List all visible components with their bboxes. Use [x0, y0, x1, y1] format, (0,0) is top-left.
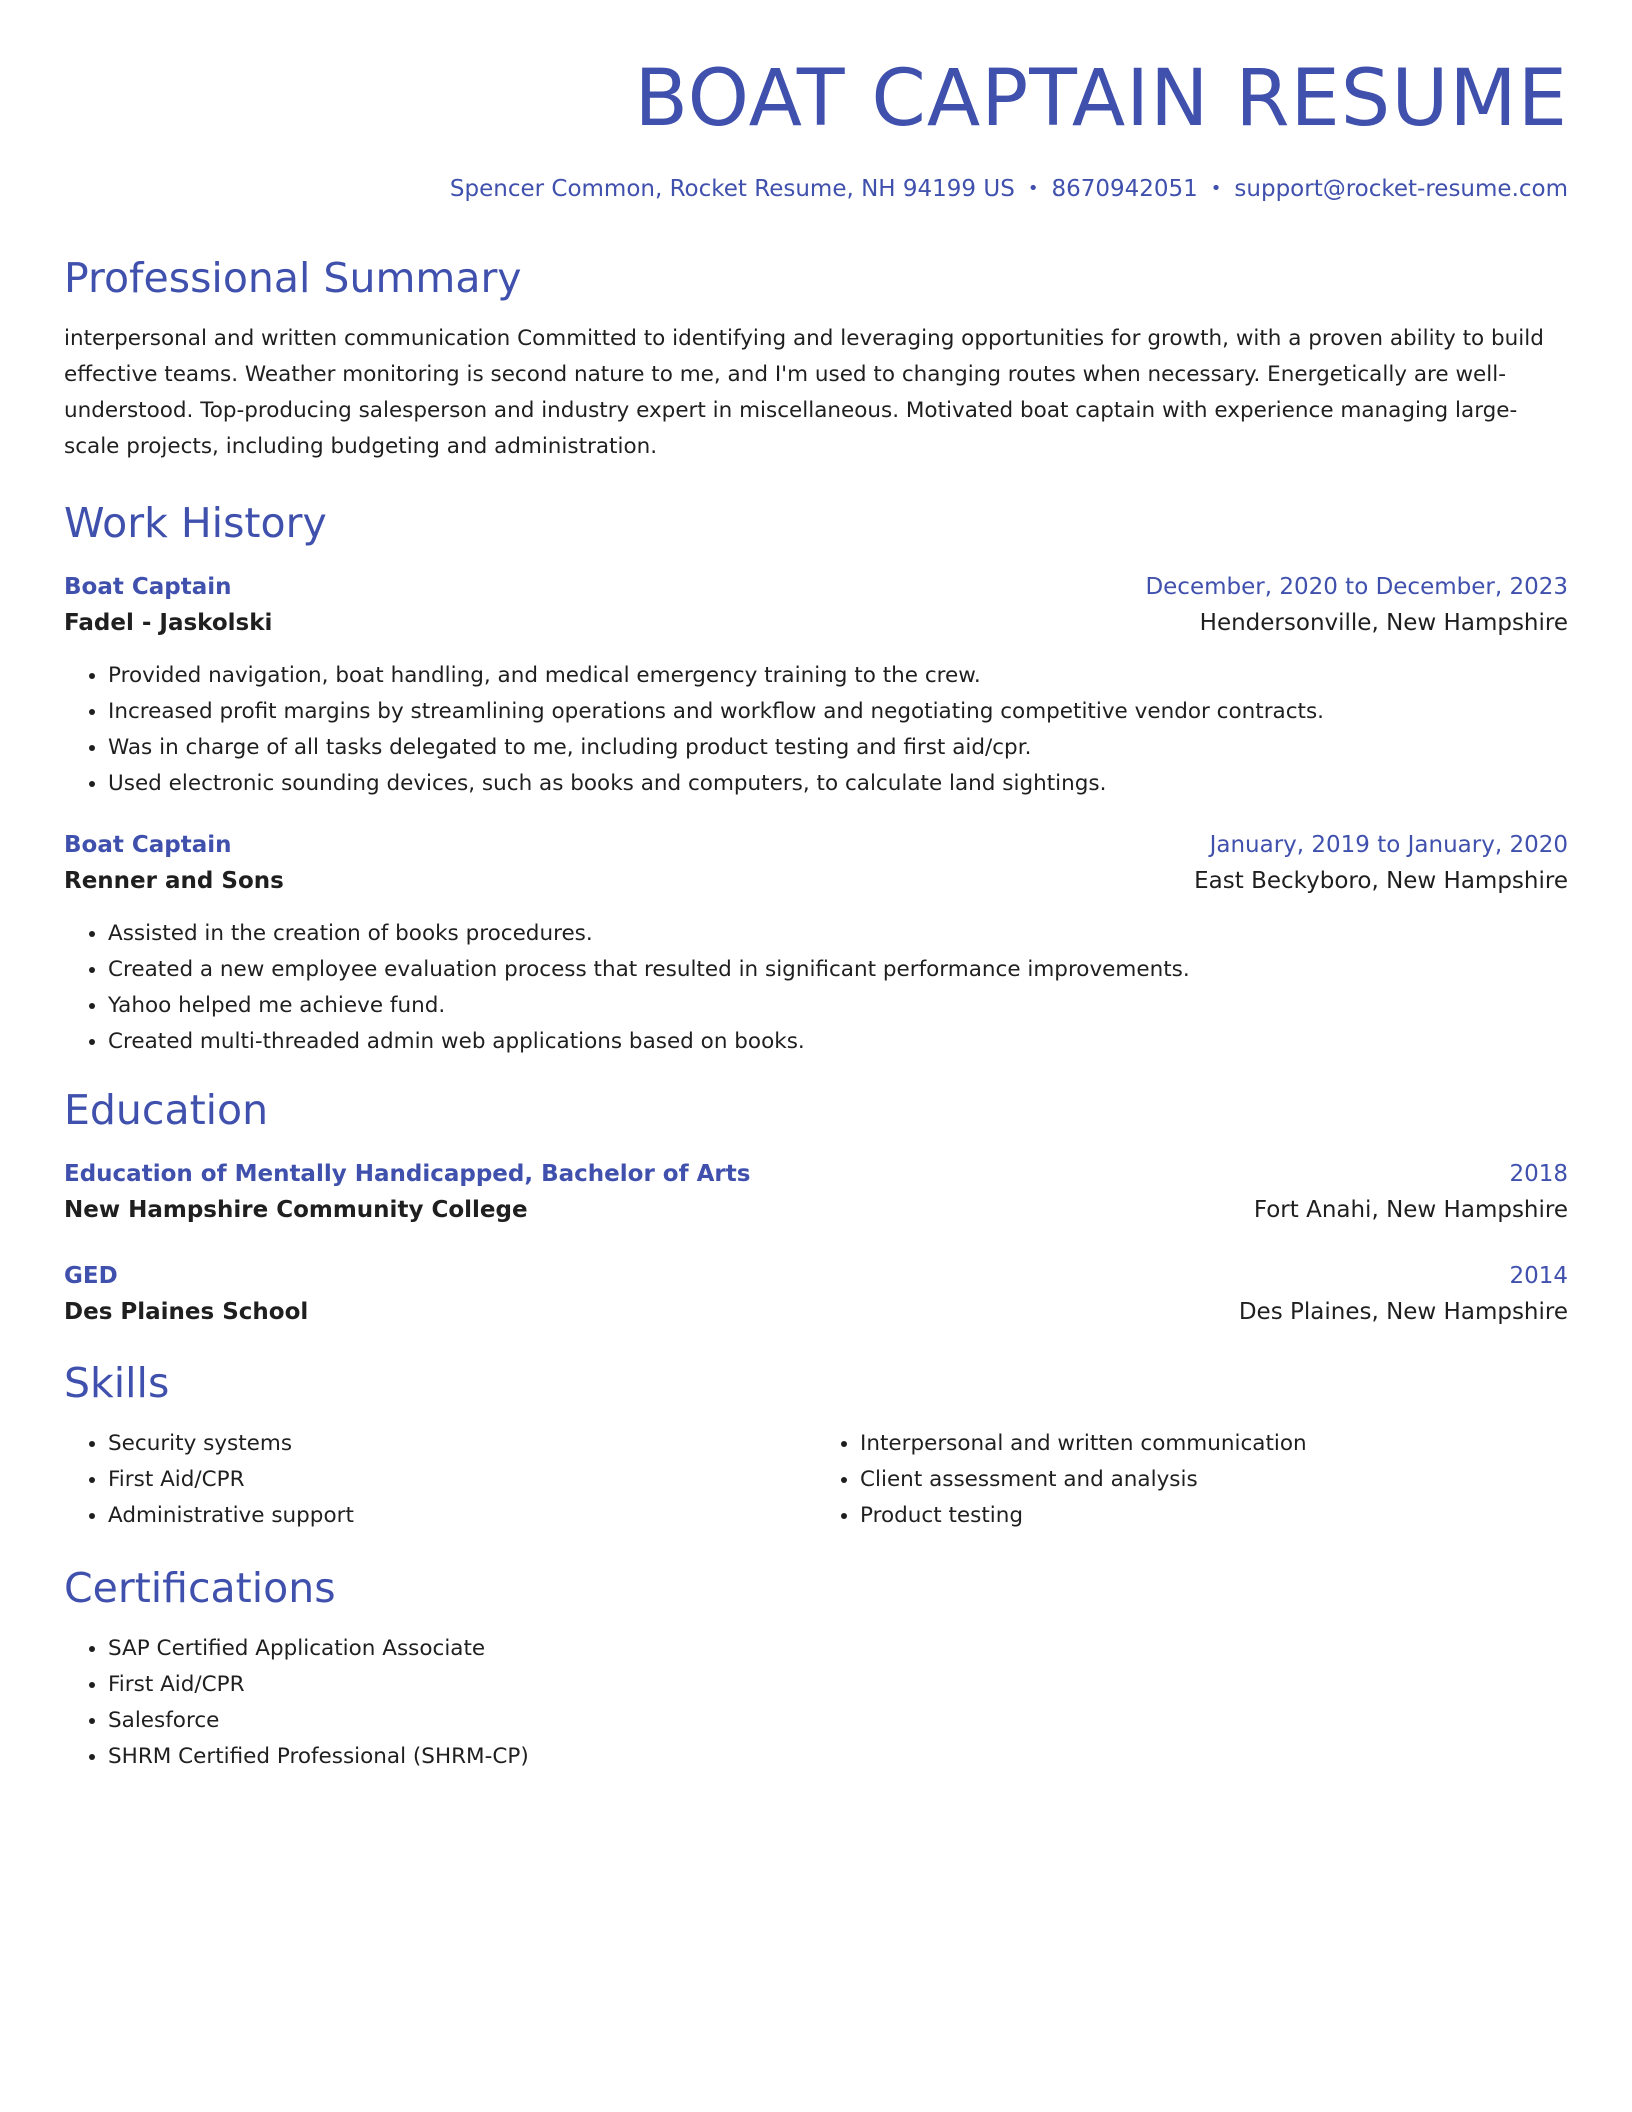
list-item: • Provided navigation, boat handling, and medical emergency training to the crew.: [108, 658, 1568, 694]
list-item: • Client assessment and analysis: [860, 1462, 1568, 1498]
list-item: • Created multi-threaded admin web applications based on books.: [108, 1024, 1568, 1060]
education-year: 2014: [1509, 1263, 1568, 1289]
list-item: • Interpersonal and written communication: [860, 1426, 1568, 1462]
list-item: • Salesforce: [108, 1703, 1568, 1739]
list-item: • SAP Certified Application Associate: [108, 1631, 1568, 1667]
contact-line: [64, 176, 1568, 202]
education-entry: [64, 1161, 1568, 1223]
work-history-heading: Work History: [64, 499, 327, 547]
school-location: Fort Anahi, New Hampshire: [1253, 1197, 1568, 1223]
list-item: • First Aid/CPR: [108, 1462, 816, 1498]
list-item: • Was in charge of all tasks delegated to me, including product testing and first aid/cpr.: [108, 730, 1568, 766]
school-name: New Hampshire Community College: [64, 1197, 528, 1223]
contact-separator: •: [1027, 178, 1039, 199]
list-item: • Product testing: [860, 1498, 1568, 1534]
degree-title: Education of Mentally Handicapped, Bachelor of Arts: [64, 1161, 751, 1187]
skills-list-right: [816, 1426, 1568, 1534]
certifications-list: [64, 1631, 1568, 1775]
resume-title: BOAT CAPTAIN RESUME: [634, 54, 1568, 144]
school-name: Des Plaines School: [64, 1299, 309, 1325]
job-duties-list: [64, 658, 1568, 802]
skills-heading: Skills: [64, 1359, 170, 1407]
contact-phone[interactable]: 8670942051: [1051, 176, 1198, 202]
skills-list-left: [64, 1426, 816, 1534]
contact-separator: •: [1210, 178, 1222, 199]
list-item: • Security systems: [108, 1426, 816, 1462]
job-company: Fadel - Jaskolski: [64, 610, 273, 636]
list-item: • Used electronic sounding devices, such as books and computers, to calculate land sightings.: [108, 766, 1568, 802]
education-year: 2018: [1509, 1161, 1568, 1187]
job-title: Boat Captain: [64, 574, 232, 600]
job-dates: January, 2019 to January, 2020: [1209, 832, 1568, 858]
list-item: • Created a new employee evaluation process that resulted in significant performance improvements.: [108, 952, 1568, 988]
job-company: Renner and Sons: [64, 868, 284, 894]
summary-heading: Professional Summary: [64, 254, 522, 302]
work-entry: [64, 574, 1568, 802]
certifications-heading: Certifications: [64, 1564, 336, 1612]
contact-email[interactable]: support@rocket-resume.com: [1234, 176, 1568, 202]
list-item: • Yahoo helped me achieve fund.: [108, 988, 1568, 1024]
list-item: • First Aid/CPR: [108, 1667, 1568, 1703]
job-location: East Beckyboro, New Hampshire: [1194, 868, 1568, 894]
contact-address: Spencer Common, Rocket Resume, NH 94199 US: [449, 176, 1015, 202]
skills-columns: [64, 1426, 1568, 1534]
school-location: Des Plaines, New Hampshire: [1238, 1299, 1568, 1325]
list-item: • SHRM Certified Professional (SHRM-CP): [108, 1739, 1568, 1775]
job-location: Hendersonville, New Hampshire: [1199, 610, 1568, 636]
job-dates: December, 2020 to December, 2023: [1145, 574, 1568, 600]
education-heading: Education: [64, 1086, 269, 1134]
list-item: • Increased profit margins by streamlining operations and workflow and negotiating competitive vendor contracts.: [108, 694, 1568, 730]
work-entry: [64, 832, 1568, 1060]
education-entry: [64, 1263, 1568, 1325]
list-item: • Assisted in the creation of books procedures.: [108, 916, 1568, 952]
summary-text: interpersonal and written communication Committed to identifying and leveraging opportunities for growth, with a proven ability to build effective teams. Weather monitoring is second nature to me, and I'm used to changing routes when necessary. Energetically are well-understood. Top-producing salesperson and industry expert in miscellaneous. Motivated boat captain with experience managing large-scale projects, including budgeting and administration.: [64, 326, 1544, 459]
job-title: Boat Captain: [64, 832, 232, 858]
list-item: • Administrative support: [108, 1498, 816, 1534]
job-duties-list: [64, 916, 1568, 1060]
degree-title: GED: [64, 1263, 118, 1289]
